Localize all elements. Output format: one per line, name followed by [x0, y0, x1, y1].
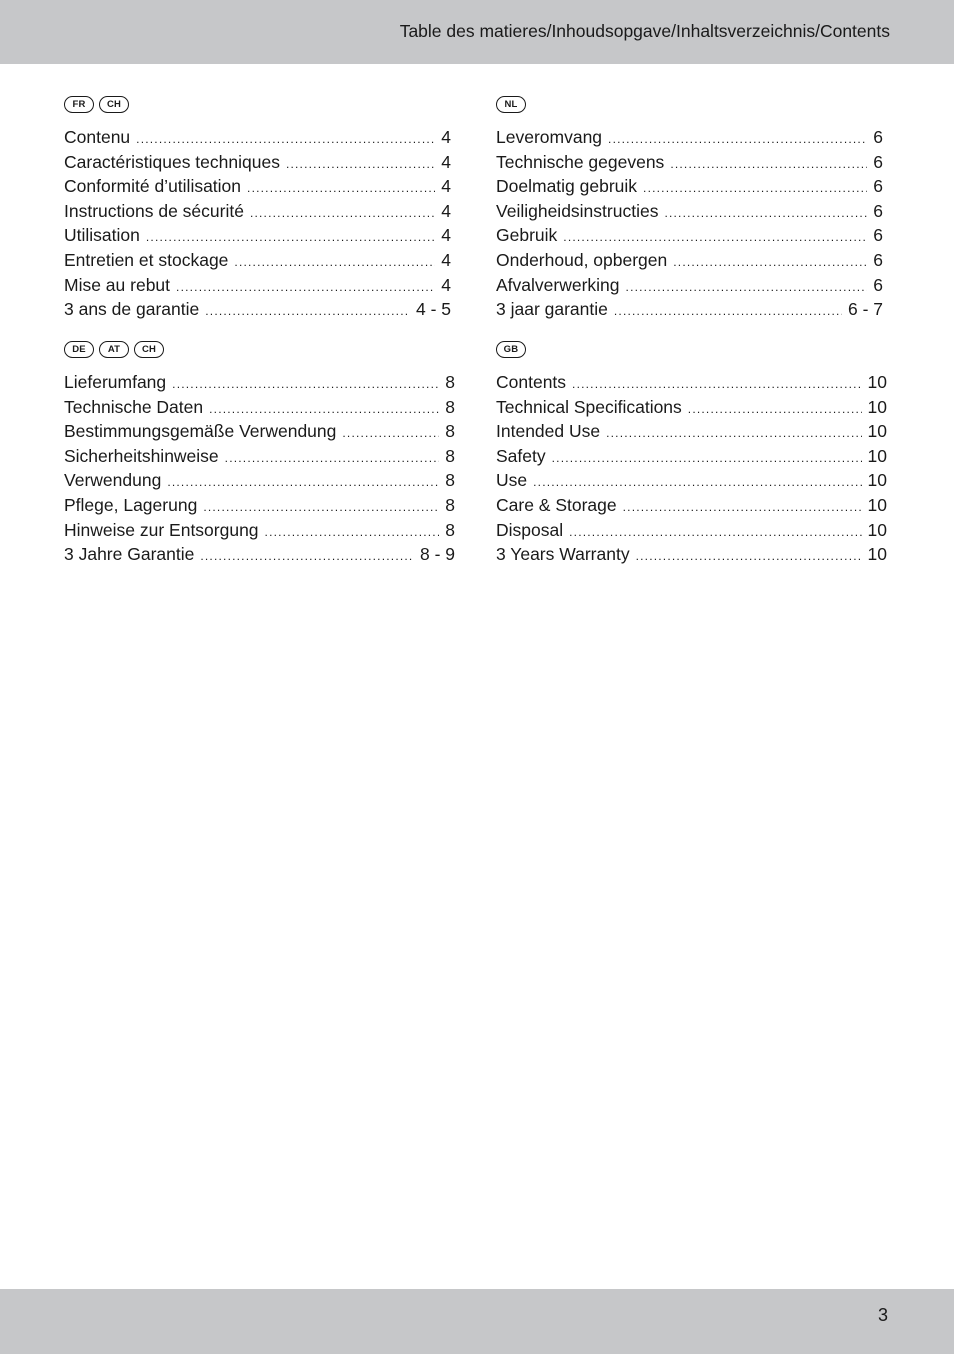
dot-leader [688, 397, 862, 422]
toc-entry-label: Instructions de sécurité [64, 200, 244, 221]
toc-entry [64, 395, 455, 420]
toc-entry-page: 8 [445, 396, 455, 417]
toc-entry-label: Contents [496, 372, 567, 392]
toc-entry [64, 199, 451, 224]
toc-entry [496, 518, 887, 543]
toc-entry-page: 6 [873, 274, 883, 295]
toc-entry-label: Technical Specifications [496, 396, 682, 417]
dot-leader [643, 176, 867, 201]
toc-entry-page: 10 [867, 494, 887, 515]
toc-entry-label: Conformité d’utilisation [64, 176, 242, 197]
toc-entry-label: Disposal [496, 519, 564, 540]
toc-entry-label: Verwendung [64, 470, 162, 491]
toc-entry-page: 10 [867, 445, 887, 466]
dot-leader [533, 470, 861, 495]
toc-entry [64, 419, 455, 444]
dot-leader [167, 470, 439, 495]
toc-entry-label: Leveromvang [496, 127, 603, 147]
toc-entry-label: Safety [496, 445, 546, 466]
toc-list [64, 125, 451, 322]
toc-entry [64, 125, 451, 150]
toc-section-gb [496, 341, 887, 567]
dot-leader [176, 275, 435, 300]
toc-entry-page: 4 [441, 274, 451, 295]
dot-leader [250, 201, 435, 226]
toc-entry [496, 395, 887, 420]
toc-entry-label: Veiligheidsinstructies [496, 200, 659, 221]
toc-entry-label: Mise au rebut [64, 274, 171, 295]
dot-leader [606, 421, 861, 446]
toc-entry-page: 10 [867, 519, 887, 540]
toc-entry-page: 4 [441, 176, 451, 197]
toc-entry-label: Lieferumfang [64, 372, 167, 392]
toc-entry-page: 10 [867, 396, 887, 417]
toc-entry-page: 8 - 9 [419, 544, 455, 565]
toc-entry [496, 248, 883, 273]
language-flags [496, 341, 887, 363]
toc-entry-page: 8 [445, 470, 455, 491]
dot-leader [200, 544, 414, 569]
toc-entry [64, 493, 455, 518]
toc-entry [496, 444, 887, 469]
language-badge-gb: GB [496, 341, 526, 358]
toc-entry [64, 174, 451, 199]
dot-leader [673, 250, 867, 275]
toc-entry-label: 3 Years Warranty [496, 544, 630, 565]
toc-entry-page: 8 [445, 494, 455, 515]
toc-entry [64, 542, 455, 567]
dot-leader [614, 299, 842, 324]
toc-entry [64, 297, 451, 322]
toc-entry-page: 6 - 7 [847, 299, 883, 320]
dot-leader [670, 152, 867, 177]
toc-entry-page: 4 [441, 127, 451, 147]
dot-leader [203, 495, 439, 520]
toc-entry-page: 8 [445, 519, 455, 540]
dot-leader [636, 544, 862, 569]
toc-entry-page: 6 [873, 225, 883, 246]
toc-section-de-at-ch [64, 341, 455, 567]
language-badge-at: AT [99, 341, 129, 358]
toc-entry [496, 493, 887, 518]
toc-entry [496, 468, 887, 493]
language-badge-nl: NL [496, 96, 526, 113]
toc-entry [64, 518, 455, 543]
language-flags [64, 96, 451, 118]
toc-entry-page: 10 [867, 421, 887, 442]
dot-leader [286, 152, 435, 177]
toc-entry-label: 3 ans de garantie [64, 299, 200, 320]
toc-entry-label: Onderhoud, opbergen [496, 249, 668, 270]
dot-leader [209, 397, 439, 422]
toc-entry-label: Utilisation [64, 225, 140, 246]
toc-entry [64, 468, 455, 493]
toc-entry [496, 223, 883, 248]
toc-entry-page: 10 [867, 470, 887, 491]
toc-entry-label: 3 jaar garantie [496, 299, 608, 320]
toc-entry-page: 4 - 5 [415, 299, 451, 320]
dot-leader [572, 372, 861, 397]
toc-entry-page: 10 [867, 372, 887, 392]
toc-entry-label: Hinweise zur Entsorgung [64, 519, 259, 540]
dot-leader [626, 275, 868, 300]
toc-entry [64, 370, 455, 395]
dot-leader [552, 446, 862, 471]
dot-leader [172, 372, 439, 397]
footer-bar [0, 1289, 954, 1354]
page-title: Table des matieres/Inhoudsopgave/Inhaltsverzeichnis/Contents [399, 21, 890, 41]
toc-list [496, 370, 887, 567]
toc-entry-page: 8 [445, 445, 455, 466]
toc-entry [496, 174, 883, 199]
toc-entry-page: 4 [441, 249, 451, 270]
dot-leader [205, 299, 410, 324]
toc-entry-label: Use [496, 470, 528, 491]
toc-entry [64, 150, 451, 175]
toc-entry [64, 223, 451, 248]
toc-entry-label: Care & Storage [496, 494, 617, 515]
toc-entry-label: Sicherheitshinweise [64, 445, 219, 466]
language-badge-fr: FR [64, 96, 94, 113]
dot-leader [136, 127, 435, 152]
language-badge-ch: CH [99, 96, 129, 113]
dot-leader [664, 201, 867, 226]
toc-entry-page: 6 [873, 176, 883, 197]
toc-entry-page: 8 [445, 421, 455, 442]
toc-entry [64, 248, 451, 273]
header-bar [0, 0, 954, 64]
page-number: 3 [877, 1305, 888, 1325]
toc-entry-label: Contenu [64, 127, 131, 147]
dot-leader [234, 250, 435, 275]
toc-entry-page: 6 [873, 249, 883, 270]
toc-list [64, 370, 455, 567]
toc-entry-page: 6 [873, 151, 883, 172]
toc-section-fr-ch [64, 96, 451, 322]
toc-entry-label: Intended Use [496, 421, 601, 442]
toc-entry [64, 273, 451, 298]
dot-leader [265, 520, 440, 545]
dot-leader [146, 225, 435, 250]
dot-leader [225, 446, 440, 471]
toc-entry-label: Gebruik [496, 225, 558, 246]
toc-entry-page: 10 [867, 544, 887, 565]
toc-entry [496, 150, 883, 175]
toc-entry [496, 273, 883, 298]
toc-entry-label: Entretien et stockage [64, 249, 229, 270]
toc-entry [496, 199, 883, 224]
toc-entry [64, 444, 455, 469]
toc-entry-label: 3 Jahre Garantie [64, 544, 195, 565]
toc-list [496, 125, 883, 322]
dot-leader [563, 225, 867, 250]
toc-entry [496, 419, 887, 444]
toc-entry-label: Doelmatig gebruik [496, 176, 638, 197]
toc-entry [496, 370, 887, 395]
toc-entry-label: Pflege, Lagerung [64, 494, 198, 515]
dot-leader [247, 176, 435, 201]
toc-entry-label: Caractéristiques techniques [64, 151, 280, 172]
toc-entry-label: Afvalverwerking [496, 274, 620, 295]
dot-leader [569, 520, 861, 545]
toc-entry-page: 4 [441, 225, 451, 246]
toc-entry-label: Technische Daten [64, 396, 204, 417]
toc-entry-page: 8 [445, 372, 455, 392]
dot-leader [623, 495, 862, 520]
toc-entry [496, 297, 883, 322]
language-badge-ch: CH [134, 341, 164, 358]
language-flags [496, 96, 883, 118]
toc-entry [496, 542, 887, 567]
toc-entry-label: Technische gegevens [496, 151, 665, 172]
language-badge-de: DE [64, 341, 94, 358]
dot-leader [342, 421, 439, 446]
toc-entry-page: 6 [873, 200, 883, 221]
toc-entry [496, 125, 883, 150]
toc-entry-label: Bestimmungsgemäße Verwendung [64, 421, 337, 442]
toc-entry-page: 4 [441, 151, 451, 172]
language-flags [64, 341, 455, 363]
toc-section-nl [496, 96, 883, 322]
toc-entry-page: 4 [441, 200, 451, 221]
toc-entry-page: 6 [873, 127, 883, 147]
dot-leader [608, 127, 867, 152]
